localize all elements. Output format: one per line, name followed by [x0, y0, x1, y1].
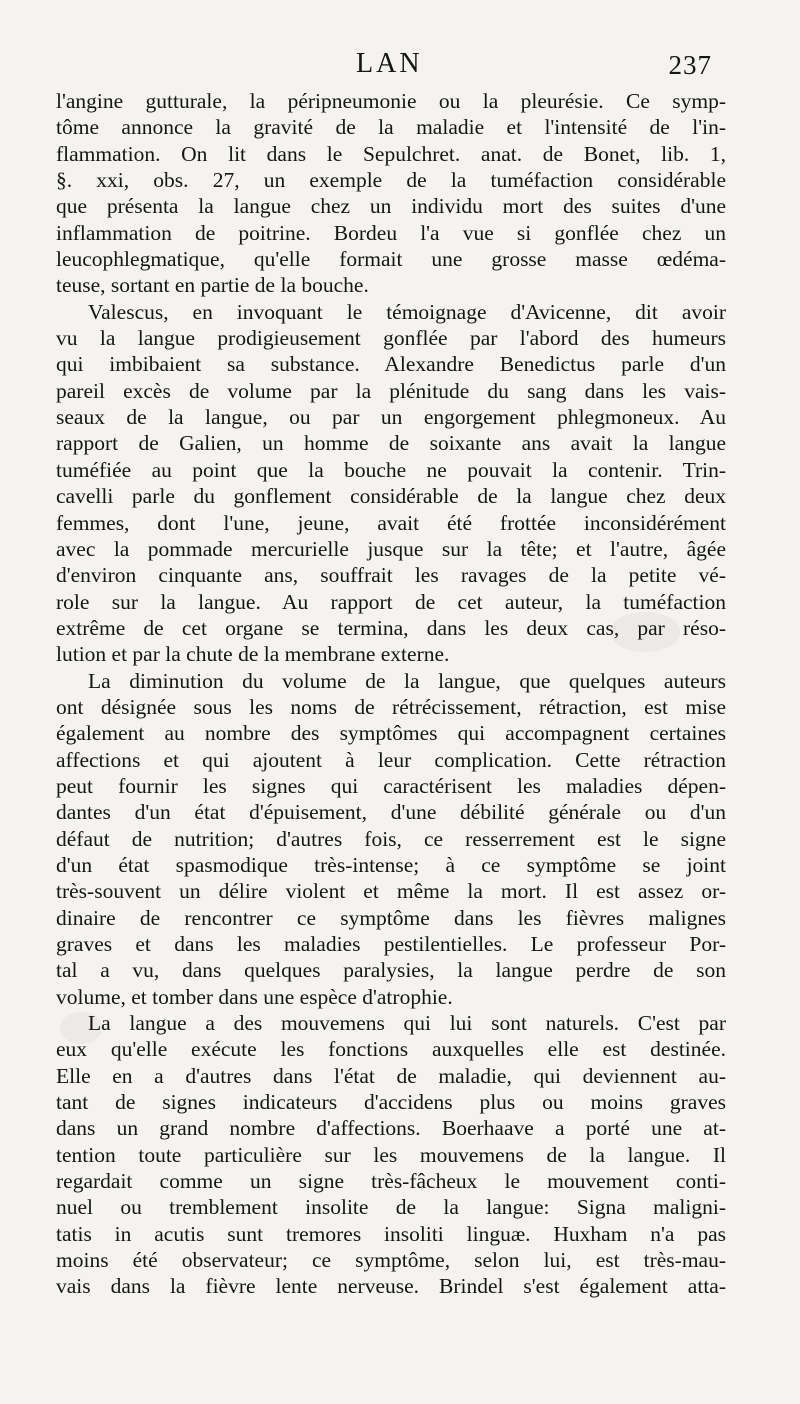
text-line: regardait comme un signe très-fâcheux le mouvement conti- — [56, 1169, 726, 1194]
text-line: cavelli parle du gonflement considérable de la langue chez deux — [56, 484, 726, 509]
text-line: La langue a des mouvemens qui lui sont naturels. C'est par — [88, 1011, 726, 1036]
text-line: flammation. On lit dans le Sepulchret. anat. de Bonet, lib. 1, — [56, 141, 726, 166]
text-line: qui imbibaient sa substance. Alexandre Benedictus parle d'un — [56, 352, 726, 377]
text-line: role sur la langue. Au rapport de cet auteur, la tuméfaction — [56, 589, 726, 614]
text-line: inflammation de poitrine. Bordeu l'a vue si gonflée chez un — [56, 220, 726, 245]
page-number: 237 — [668, 50, 712, 80]
text-line: La diminution du volume de la langue, que quelques auteurs — [88, 668, 726, 693]
text-line: femmes, dont l'une, jeune, avait été frottée inconsidérément — [56, 510, 726, 535]
text-line: extrême de cet organe se termina, dans les deux cas, par réso- — [56, 615, 726, 640]
text-line: dinaire de rencontrer ce symptôme dans les fièvres malignes — [56, 905, 726, 930]
text-line: tôme annonce la gravité de la maladie et l'intensité de l'in- — [56, 115, 726, 140]
text-line: que présenta la langue chez un individu mort des suites d'une — [56, 194, 726, 219]
text-line: graves et dans les maladies pestilentielles. Le professeur Por- — [56, 932, 726, 956]
text-line: volume, et tomber dans une espèce d'atrophie. — [56, 984, 453, 1009]
text-line: nuel ou tremblement insolite de la langue: Signa maligni- — [56, 1195, 726, 1220]
text-line: vais dans la fièvre lente nerveuse. Brindel s'est également atta- — [56, 1274, 726, 1299]
text-line: leucophlegmatique, qu'elle formait une grosse masse œdéma- — [56, 247, 726, 272]
text-line: Elle en a d'autres dans l'état de maladie, qui deviennent au- — [56, 1063, 726, 1088]
text-line: défaut de nutrition; d'autres fois, ce resserrement est le signe — [56, 826, 726, 851]
text-line: peut fournir les signes qui caractérisent les maladies dépen- — [56, 773, 726, 798]
text-line: moins été observateur; ce symptôme, selon lui, est très-mau- — [56, 1248, 726, 1273]
text-line: tal a vu, dans quelques paralysies, la langue perdre de son — [56, 958, 726, 983]
text-line: l'angine gutturale, la péripneumonie ou la pleurésie. Ce symp- — [56, 89, 726, 113]
text-line: lution et par la chute de la membrane externe. — [56, 642, 450, 667]
text-line: seaux de la langue, ou par un engorgement phlegmoneux. Au — [56, 405, 726, 430]
text-line: tant de signes indicateurs d'accidens plus ou moins graves — [56, 1090, 726, 1115]
text-line: Valescus, en invoquant le témoignage d'Avicenne, dit avoir — [88, 299, 726, 324]
text-line: affections et qui ajoutent à leur complication. Cette rétraction — [56, 747, 726, 772]
text-line: avec la pommade mercurielle jusque sur la tête; et l'autre, âgée — [56, 536, 726, 561]
text-line: dantes d'un état d'épuisement, d'une débilité générale ou d'un — [56, 800, 726, 825]
body-text — [56, 88, 726, 1300]
text-line: également au nombre des symptômes qui accompagnent certaines — [56, 721, 726, 746]
text-line: tuméfiée au point que la bouche ne pouvait la contenir. Trin- — [56, 457, 726, 482]
text-line: ont désignée sous les noms de rétrécissement, rétraction, est mise — [56, 694, 726, 719]
text-line: rapport de Galien, un homme de soixante ans avait la langue — [56, 431, 726, 456]
text-line: eux qu'elle exécute les fonctions auxquelles elle est destinée. — [56, 1037, 726, 1062]
text-line: d'environ cinquante ans, souffrait les ravages de la petite vé- — [56, 563, 726, 588]
text-line: tention toute particulière sur les mouvemens de la langue. Il — [56, 1142, 726, 1167]
text-line: vu la langue prodigieusement gonflée par l'abord des humeurs — [56, 326, 726, 351]
text-line: teuse, sortant en partie de la bouche. — [56, 273, 369, 298]
text-line: très-souvent un délire violent et même la mort. Il est assez or- — [56, 879, 726, 904]
text-line: tatis in acutis sunt tremores insoliti linguæ. Huxham n'a pas — [56, 1221, 726, 1246]
running-title: LAN — [356, 48, 423, 79]
text-line: §. xxi, obs. 27, un exemple de la tuméfaction considérable — [56, 168, 726, 193]
text-line: pareil excès de volume par la plénitude du sang dans les vais- — [56, 378, 726, 403]
text-line: dans un grand nombre d'affections. Boerhaave a porté une at- — [56, 1116, 726, 1141]
text-line: d'un état spasmodique très-intense; à ce symptôme se joint — [56, 852, 726, 877]
page-header — [0, 48, 800, 82]
